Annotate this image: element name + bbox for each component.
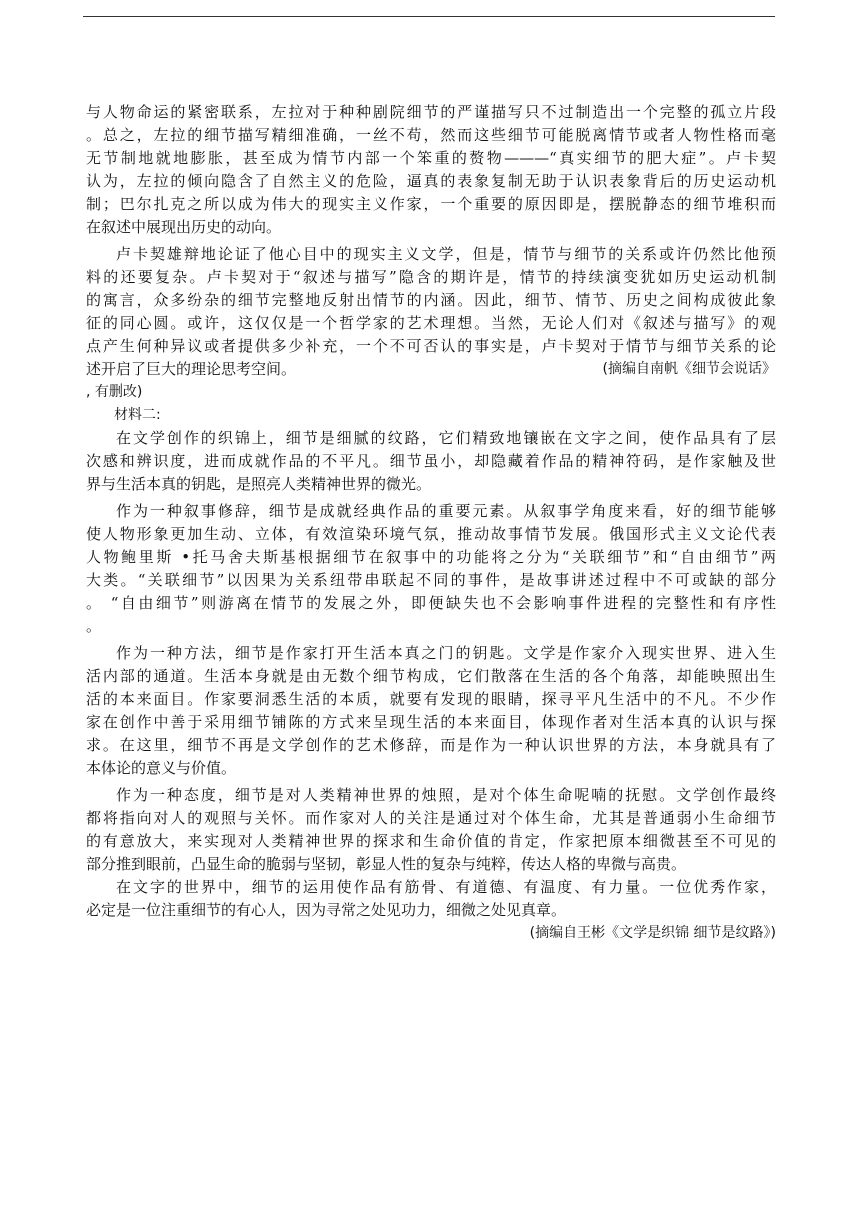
text-line: 求。在这里，细节不再是文学创作的艺术修辞，而是作为一种认识世界的方法，本身就具有了 xyxy=(86,736,776,754)
text-line: 制；巴尔扎克之所以成为伟大的现实主义作家，一个重要的原因即是，摆脱静态的细节堆积而 xyxy=(86,195,776,213)
material1-paragraph-1 xyxy=(86,101,776,239)
material1-paragraph-2 xyxy=(86,243,776,404)
text-line: 作为一种方法，细节是作家打开生活本真之门的钥匙。文学是作家介入现实世界、进入生 xyxy=(116,644,776,662)
text-line: 。 xyxy=(86,617,102,635)
text-line: 使人物形象更加生动、立体，有效渲染环境气氛，推动故事情节发展。俄国形式主义文论代表 xyxy=(86,525,776,543)
text-line: 界与生活本真的钥匙，是照亮人类精神世界的微光。 xyxy=(86,475,432,493)
document-body xyxy=(86,101,776,945)
text-line: 征的同心圆。或许，这仅仅是一个哲学家的艺术理想。当然，无论人们对《叙述与描写》的观 xyxy=(86,314,776,332)
text-line: 本体论的意义与价值。 xyxy=(86,759,237,777)
text-line: 次感和辨识度，进而成就作品的不平凡。细节虽小，却隐藏着作品的精神符码，是作家触及世 xyxy=(86,452,776,470)
material2-paragraph-4 xyxy=(86,784,776,876)
material2-paragraph-5 xyxy=(86,876,776,922)
text-line: 。 “自由细节”则游离在情节的发展之外，即便缺失也不会影响事件进程的完整性和有序性 xyxy=(86,594,776,612)
text-line: 。总之，左拉的细节描写精细准确，一丝不苟，然而这些细节可能脱离情节或者人物性格而毫 xyxy=(86,126,776,144)
text-line: 作为一种态度，细节是对人类精神世界的烛照，是对个体生命呢喃的抚慰。文学创作最终 xyxy=(116,786,776,804)
text-line: 认为，左拉的倾向隐含了自然主义的危险，逼真的表象复制无助于认识表象背后的历史运动机 xyxy=(86,172,776,190)
text-line: 在文学创作的织锦上，细节是细腻的纹路，它们精致地镶嵌在文字之间，使作品具有了层 xyxy=(116,429,776,447)
header-rule xyxy=(83,16,775,17)
text-line: 人物鲍里斯 •托马舍夫斯基根据细节在叙事中的功能将之分为“关联细节”和“自由细节”两 xyxy=(86,548,776,566)
text-line: 与人物命运的紧密联系，左拉对于种种剧院细节的严谨描写只不过制造出一个完整的孤立片段 xyxy=(86,103,776,121)
material2-paragraph-3 xyxy=(86,642,776,780)
text-line: 卢卡契雄辩地论证了他心目中的现实主义文学，但是，情节与细节的关系或许仍然比他预 xyxy=(116,245,776,263)
text-line: 料的还要复杂。卢卡契对于“叙述与描写”隐含的期许是，情节的持续演变犹如历史运动机制 xyxy=(86,268,776,286)
text-line: 在文字的世界中，细节的运用使作品有筋骨、有道德、有温度、有力量。一位优秀作家， xyxy=(116,878,776,896)
text-line: 作为一种叙事修辞，细节是成就经典作品的重要元素。从叙事学角度来看，好的细节能够 xyxy=(116,502,776,520)
text-line: 家在创作中善于采用细节铺陈的方式来呈现生活的本来面目，体现作者对生活本真的认识与探 xyxy=(86,713,776,731)
text-line: 大类。“关联细节”以因果为关系纽带串联起不同的事件，是故事讲述过程中不可或缺的部分 xyxy=(86,571,776,589)
text-line: 的有意放大，来实现对人类精神世界的探求和生命价值的肯定，作家把原本细微甚至不可见的 xyxy=(86,832,776,850)
text-line: 在叙述中展现出历史的动向。 xyxy=(86,218,282,236)
source-line xyxy=(86,358,776,381)
text-line: 无节制地就地膨胀，甚至成为情节内部一个笨重的赘物———“真实细节的肥大症”。卢卡契 xyxy=(86,149,776,167)
section-heading: 材料二: xyxy=(114,407,161,423)
text-line: 必定是一位注重细节的有心人，因为寻常之处见功力，细微之处见真章。 xyxy=(86,901,567,919)
source-citation: (摘编自南帆《细节会说话》 xyxy=(602,361,776,377)
text-line: 的寓言，众多纷杂的细节完整地反射出情节的内涵。因此，细节、情节、历史之间构成彼此象 xyxy=(86,291,776,309)
source-citation: (摘编自王彬《文学是织锦 细节是纹路》) xyxy=(529,925,776,941)
text-line: 点产生何种异议或者提供多少补充，一个不可否认的事实是，卢卡契对于情节与细节关系的论 xyxy=(86,337,776,355)
material2-paragraph-2 xyxy=(86,500,776,638)
text-line: 述开启了巨大的理论思考空间。 xyxy=(86,360,297,378)
material2-paragraph-1 xyxy=(86,427,776,496)
text-line: 都将指向对人的观照与关怀。而作家对人的关注是通过对个体生命，尤其是普通弱小生命细节 xyxy=(86,809,776,827)
text-line: 活的本来面目。作家要洞悉生活的本质，就要有发现的眼睛，探寻平凡生活中的不凡。不少作 xyxy=(86,690,776,708)
text-line: 活内部的通道。生活本身就是由无数个细节构成，它们散落在生活的各个角落，却能映照出生 xyxy=(86,667,776,685)
text-line: 部分推到眼前，凸显生命的脆弱与坚韧，彰显人性的复杂与纯粹，传达人格的卑微与高贵。 xyxy=(86,855,687,873)
source-citation-tail: , 有删改) xyxy=(86,384,143,400)
